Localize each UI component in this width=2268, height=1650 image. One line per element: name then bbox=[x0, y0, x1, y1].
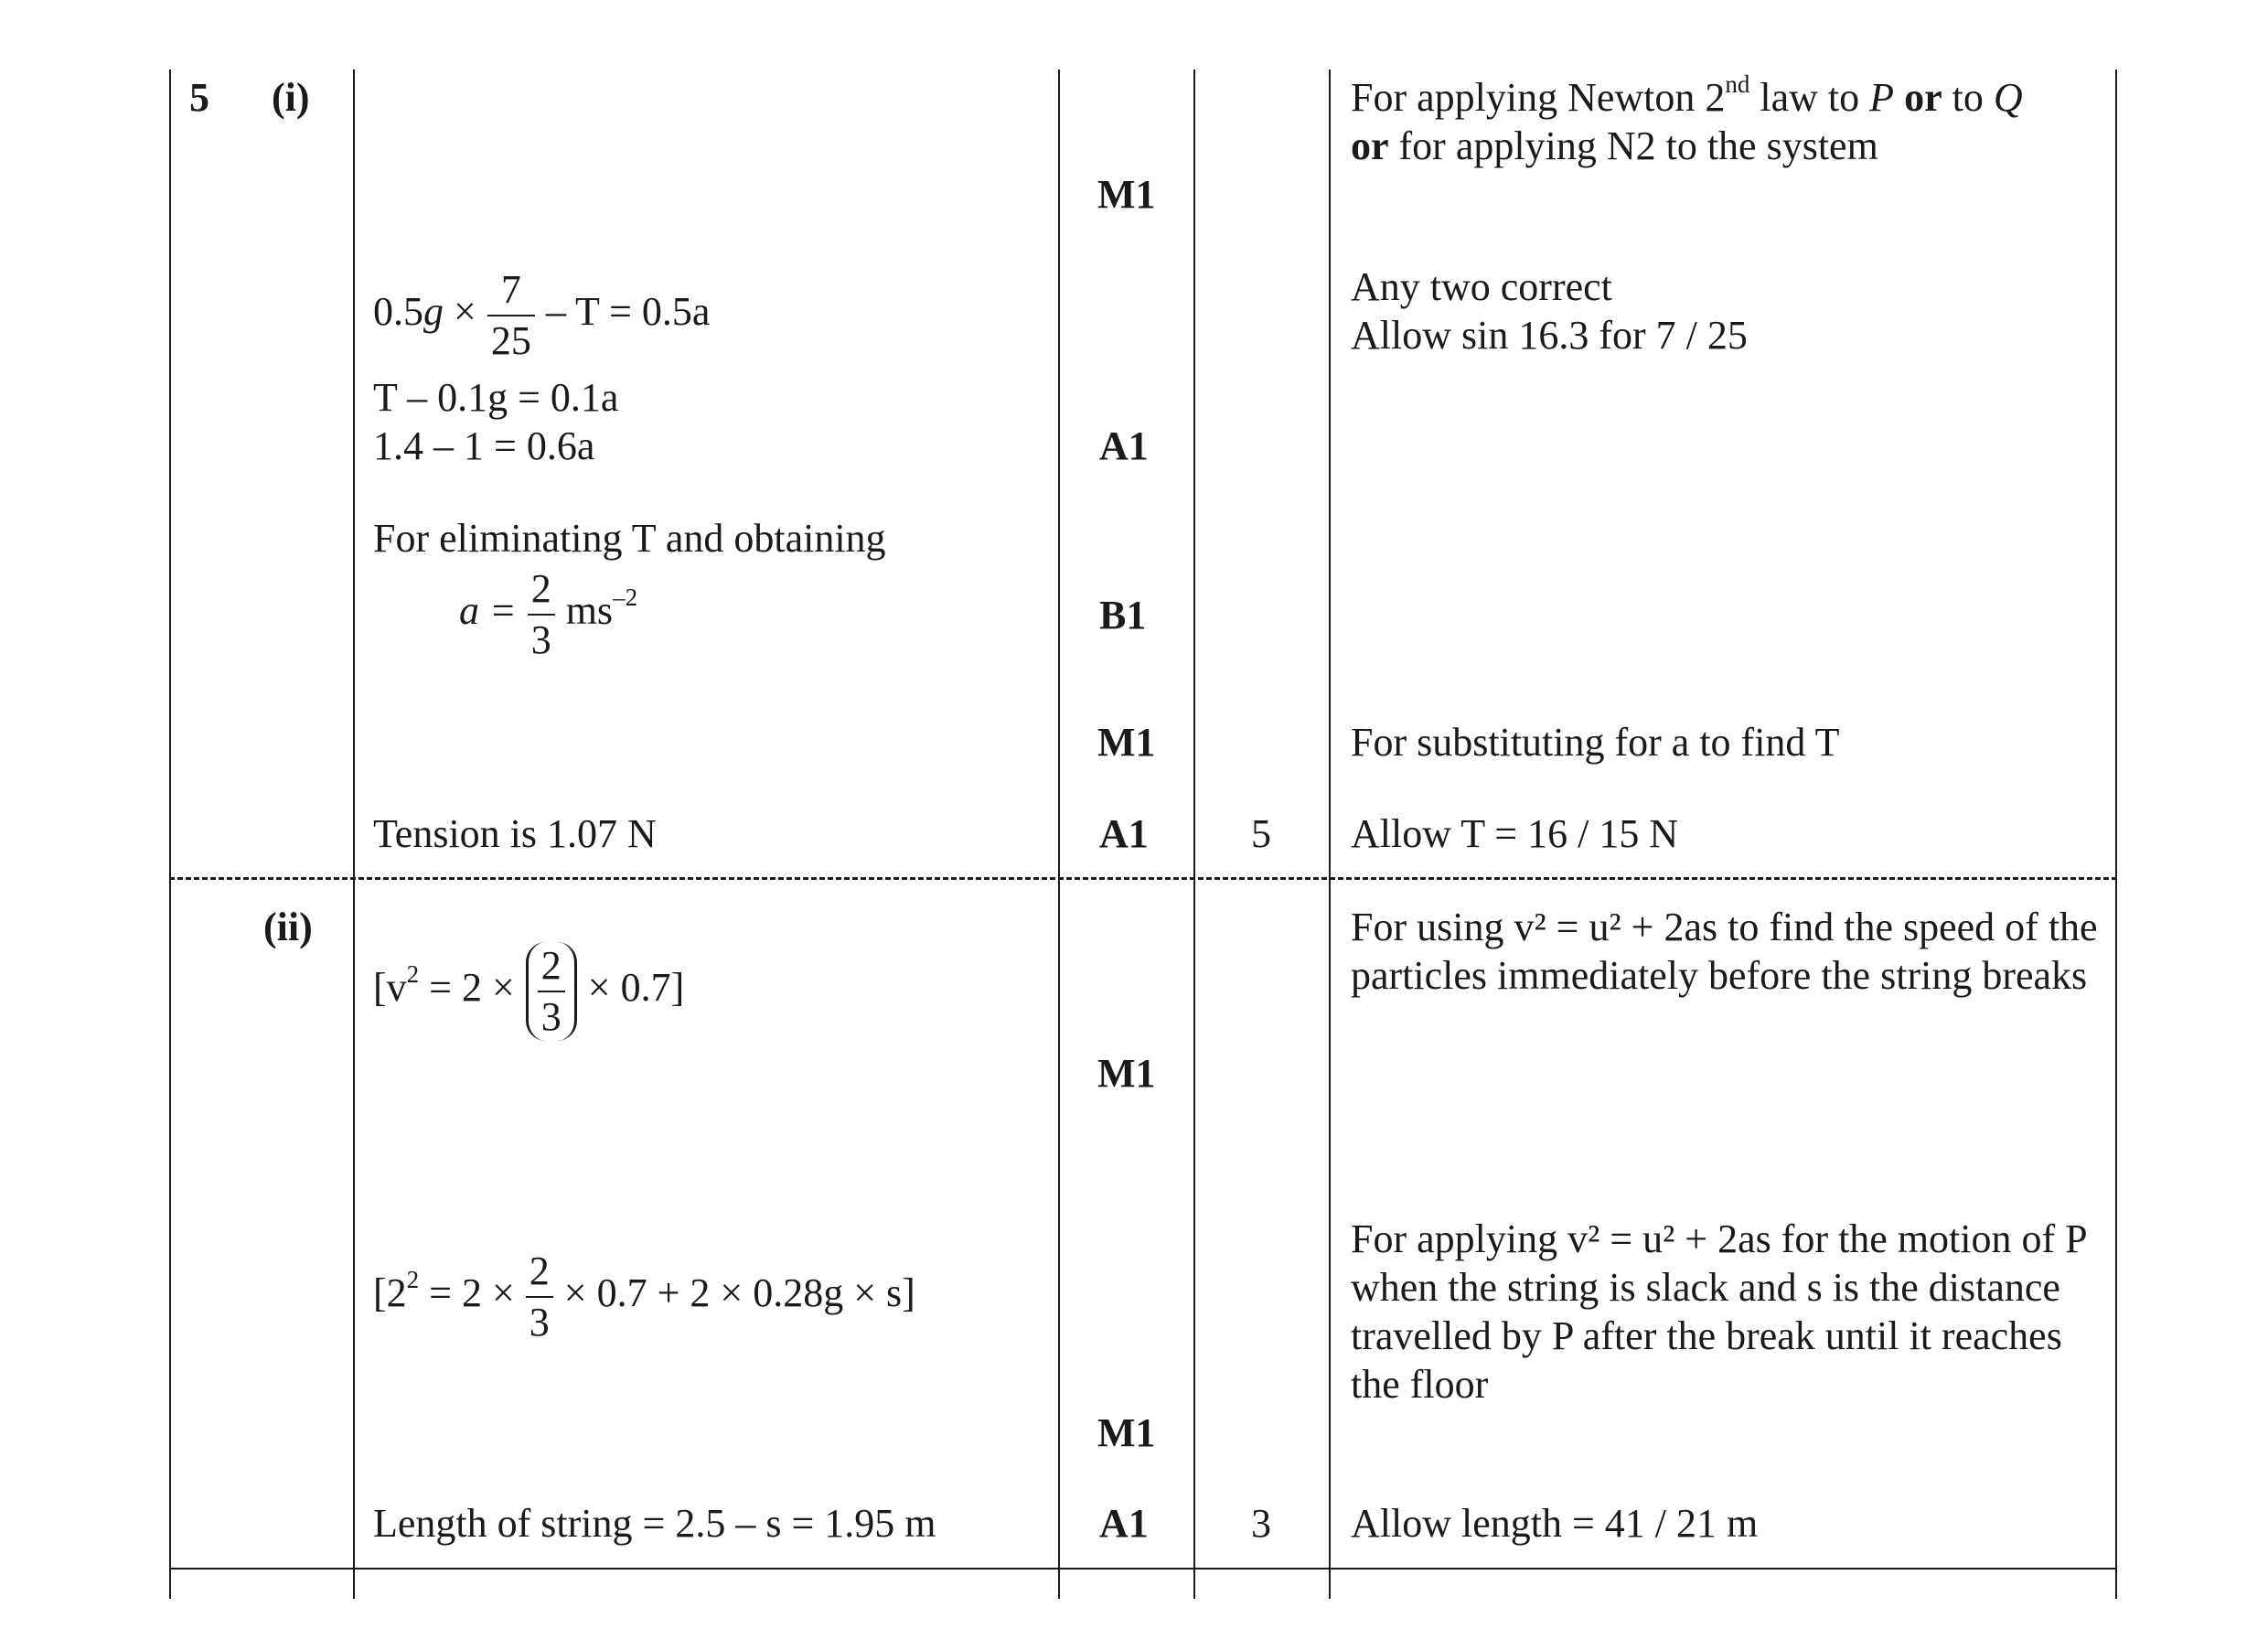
tension-result: Tension is 1.07 N bbox=[373, 811, 657, 856]
mark-i-1: M1 bbox=[1097, 172, 1156, 217]
mark-ii-1: M1 bbox=[1097, 1051, 1156, 1096]
bracketed-fraction: $\frac{2}{3}$ bbox=[526, 942, 577, 1041]
part-label-i: (i) bbox=[272, 75, 310, 120]
comment-substitute: For substituting for a to find T bbox=[1351, 720, 1840, 765]
table-border-right bbox=[2115, 70, 2117, 1599]
equation-speed: [$v^2 = 2$ × $\frac{2}{3}$ × 0.7] bbox=[373, 943, 685, 1039]
mark-ii-2: M1 bbox=[1097, 1410, 1156, 1455]
comment-newton-law: For applying Newton 2nd law to P or to Q or for applying N2 to the system bbox=[1351, 70, 2023, 168]
table-divider-answer bbox=[1058, 70, 1060, 1599]
part-label-ii: (ii) bbox=[263, 905, 313, 949]
fraction-2-3-b: $\frac{2}{3}$ bbox=[526, 1251, 553, 1343]
length-result: Length of string = 2.5 – s = 1.95 m bbox=[373, 1501, 936, 1546]
table-divider-total bbox=[1329, 70, 1331, 1599]
equation-q-motion: T – 0.1g = 0.1a bbox=[373, 375, 619, 420]
total-ii: 3 bbox=[1251, 1501, 1271, 1546]
eliminate-text: For eliminating T and obtaining bbox=[373, 516, 886, 561]
equation-p-motion: 0.5g × $\frac{7}{25}$ – T = 0.5a bbox=[373, 267, 711, 363]
total-i: 5 bbox=[1251, 811, 1271, 856]
mark-i-2: A1 bbox=[1099, 423, 1149, 468]
table-divider-part bbox=[353, 70, 355, 1599]
question-number: 5 bbox=[189, 75, 209, 120]
part-separator bbox=[169, 877, 2117, 880]
table-border-left bbox=[169, 70, 171, 1599]
comment-applying-suvat: For applying v² = u² + 2as for the motion of P when the string is slack and s is the distance travelled by P after the break until it reaches the floor bbox=[1351, 1216, 2086, 1407]
fraction-2-3: $\frac{2}{3}$ bbox=[528, 569, 555, 660]
mark-i-3: B1 bbox=[1099, 593, 1147, 638]
table-bottom-border bbox=[169, 1568, 2117, 1570]
table-divider-mark bbox=[1193, 70, 1195, 1599]
equation-system: 1.4 – 1 = 0.6a bbox=[373, 423, 595, 468]
mark-i-5: A1 bbox=[1099, 811, 1149, 856]
mark-ii-3: A1 bbox=[1099, 1501, 1149, 1546]
mark-i-4: M1 bbox=[1097, 720, 1156, 765]
comment-allow-t: Allow T = 16 / 15 N bbox=[1351, 811, 1679, 856]
equation-distance: [$2^2 = 2$ × $\frac{2}{3}$ × 0.7 + 2 × 0.28g × s] bbox=[373, 1248, 915, 1345]
acceleration-result: a = $\frac{2}{3}$ $ms^{-2}$ bbox=[459, 566, 638, 662]
fraction-7-25: $\frac{7}{25}$ bbox=[487, 270, 535, 361]
comment-any-two: Any two correct bbox=[1351, 264, 1612, 309]
comment-allow-length: Allow length = 41 / 21 m bbox=[1351, 1501, 1759, 1546]
comment-allow-sin: Allow sin 16.3 for 7 / 25 bbox=[1351, 313, 1748, 358]
comment-using-suvat: For using v² = u² + 2as to find the speed of the particles immediately before the string breaks bbox=[1351, 905, 2098, 998]
